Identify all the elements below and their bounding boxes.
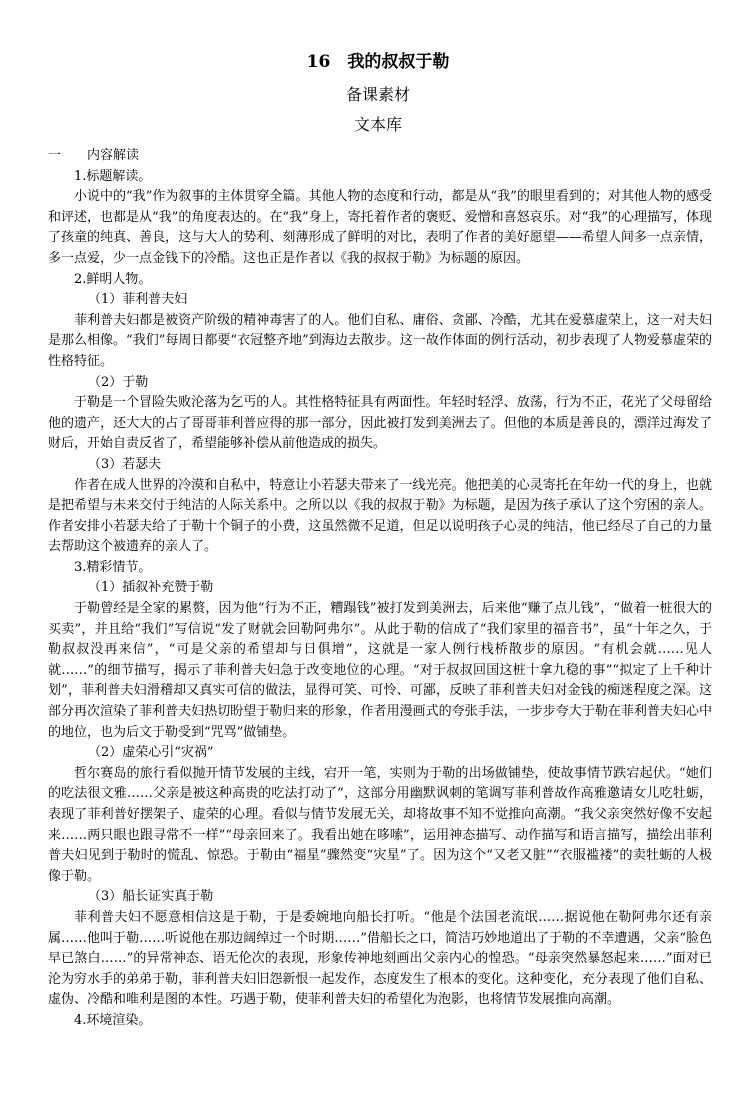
paragraph: 作者在成人世界的冷漠和自私中，特意让小若瑟夫带来了一线光亮。他把美的心灵寄托在年幼一代的身上，也就是把希望与未来交付于纯洁的人际关系中。之所以以《我的叔叔于勒》为标题，是因为孩子承认了这个穷困的亲人。作者安排小若瑟夫给了于勒十个铜子的小费，这虽然微不足道，但足以说明孩子心灵的纯洁，他已经尽了自己的力量去帮助这个被遗弃的亲人了。	[48, 477, 712, 555]
page-title: 16 我的叔叔于勒	[306, 52, 450, 72]
sub-subheading: （3）若瑟夫	[88, 456, 162, 472]
sub-subheading: （2）虚荣心引“灾祸”	[88, 745, 214, 761]
subheading: 4.环境渲染。	[74, 1012, 152, 1028]
sub-subheading: （3）船长证实真于勒	[88, 889, 214, 905]
section-heading: 一 内容解读	[48, 148, 140, 163]
subheading: 1.标题解读。	[74, 168, 152, 184]
paragraph: 菲利普夫妇不愿意相信这是于勒，于是委婉地向船长打听。“他是个法国老流氓……据说他在勒阿弗尔还有亲属……他叫于勒……听说他在那边阔绰过一个时期……”借船长之口，简洁巧妙地道出了于勒的不幸遭遇，父亲“脸色早已煞白……”的异常神态、语无伦次的表现，形象传神地刻画出父亲内心的惶恐。“母亲突然暴怒起来……”面对已沦为穷水手的弟弟于勒，菲利普夫妇旧怨新恨一起发作，态度发生了根本的变化。这种变化，充分表现了他们自私、虚伪、冷酷和唯利是图的本性。巧遇于勒，使菲利普夫妇的希望化为泡影，也将情节发展推向高潮。	[48, 909, 712, 1008]
subheading: 3.精彩情节。	[74, 559, 152, 575]
document-body	[48, 146, 712, 1032]
paragraph: 菲利普夫妇都是被资产阶级的精神毒害了的人。他们自私、庸俗、贪鄙、冷酷，尤其在爱慕虚荣上，这一对夫妇是那么相像。“我们”每周日都要“衣冠整齐地”到海边去散步。这一故作体面的例行活动，初步表现了人物爱慕虚荣的性格特征。	[48, 312, 712, 369]
sub-subheading: （2）于勒	[88, 374, 149, 390]
library-label: 文本库	[353, 115, 402, 134]
subheading: 2.鲜明人物。	[74, 271, 152, 287]
paragraph: 于勒是一个冒险失败沦落为乞丐的人。其性格特征具有两面性。年轻时轻浮、放荡，行为不正，花光了父母留给他的遗产，还大大的占了哥哥菲利普应得的那一部分，因此被打发到美洲去了。但他的本质是善良的，漂洋过海发了财后，开始自责反省了，希望能够补偿从前他造成的损失。	[48, 395, 712, 452]
paragraph: 于勒曾经是全家的累赘，因为他“行为不正，糟蹋钱”被打发到美洲去，后来他“赚了点儿钱”，“做着一桩很大的买卖”，并且给“我们”写信说“发了财就会回勒阿弗尔”。从此于勒的信成了“我们家里的福音书”，虽“十年之久，于勒叔叔没再来信”，“可是父亲的希望却与日俱增”，这就是一家人例行栈桥散步的原因。“有机会就……见人就……”的细节描写，揭示了菲利普夫妇急于改变地位的心理。“对于叔叔回国这桩十拿九稳的事”“拟定了上千种计划”，菲利普夫妇滑稽却又真实可信的做法，显得可笑、可怜、可鄙，反映了菲利普夫妇对金钱的痴迷程度之深。这部分再次渲染了菲利普夫妇热切盼望于勒归来的形象，作者用漫画式的夸张手法，一步步夸大于勒在菲利普夫妇心中的地位，也为后文于勒受到“咒骂”做铺垫。	[48, 601, 712, 740]
sub-subheading: （1）插叙补充赞于勒	[88, 580, 214, 596]
page-subtitle: 备课素材	[345, 85, 410, 104]
sub-subheading: （1）菲利普夫妇	[88, 292, 188, 308]
paragraph: 小说中的“我”作为叙事的主体贯穿全篇。其他人物的态度和行动，都是从“我”的眼里看到的；对其他人物的感受和评述，也都是从“我”的角度表达的。在“我”身上，寄托着作者的褒贬、爱憎和喜怒哀乐。对“我”的心理描写，体现了孩童的纯真、善良，这与大人的势利、刻薄形成了鲜明的对比，表明了作者的美好愿望——希望人间多一点亲情，多一点爱，少一点金钱下的冷酷。这也正是作者以《我的叔叔于勒》为标题的原因。	[48, 189, 712, 266]
paragraph: 哲尔赛岛的旅行看似抛开情节发展的主线，宕开一笔，实则为于勒的出场做铺垫，使故事情节跌宕起伏。“她们的吃法很文雅……父亲是被这种高贵的吃法打动了”，这部分用幽默讽刺的笔调写菲利普故作高雅邀请女儿吃牡蛎，表现了菲利普好摆架子、虚荣的心理。看似与情节发展无关，却将故事不知不觉推向高潮。“我父亲突然好像不安起来……两只眼也跟寻常不一样”“母亲回来了。我看出她在哆嗦”，运用神态描写、动作描写和语言描写，描绘出菲利普夫妇见到于勒时的慌乱、惊恐。于勒由“福星”骤然变“灾星”了。因为这个“又老又脏”“衣服褴褛”的卖牡蛎的人极像于勒。	[48, 765, 712, 884]
